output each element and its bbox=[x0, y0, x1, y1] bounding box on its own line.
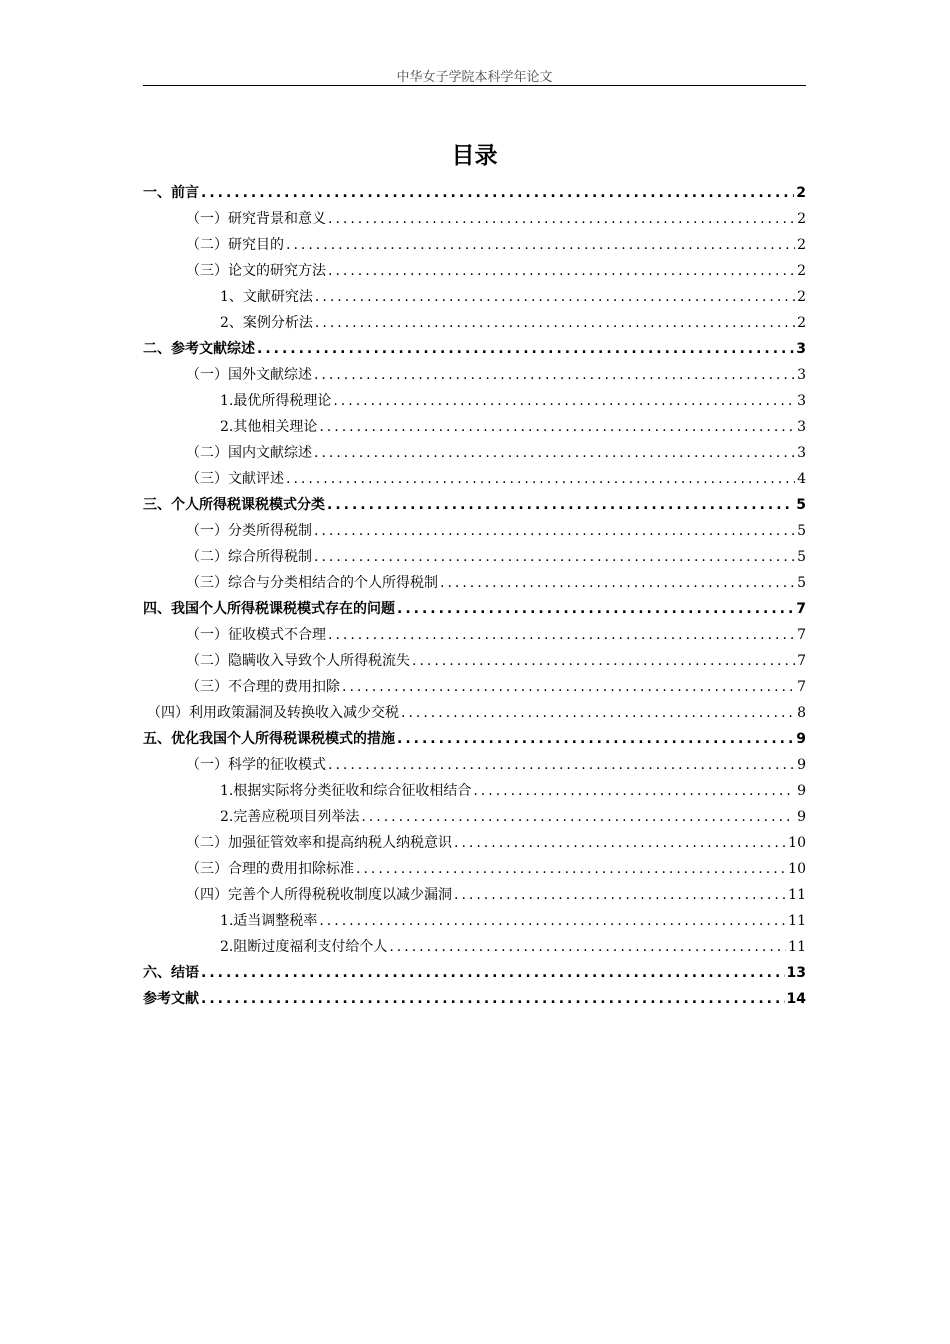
toc-entry-page-number: 3 bbox=[797, 393, 806, 409]
toc-entry[interactable] bbox=[143, 882, 806, 908]
toc-entry[interactable] bbox=[143, 310, 806, 336]
toc-entry-label: （三）综合与分类相结合的个人所得税制 bbox=[186, 575, 438, 591]
toc-entry-page-number: 3 bbox=[797, 445, 806, 461]
toc-entry-label: （二）研究目的 bbox=[186, 237, 284, 253]
toc-entry-page-number: 2 bbox=[796, 185, 806, 201]
toc-entry-label: （二）国内文献综述 bbox=[186, 445, 312, 461]
toc-entry-label: 六、结语 bbox=[143, 965, 199, 981]
toc-entry[interactable] bbox=[143, 232, 806, 258]
toc-dot-leader bbox=[440, 570, 795, 596]
toc-entry-label: 1.根据实际将分类征收和综合征收相结合 bbox=[220, 783, 472, 799]
toc-entry-page-number: 9 bbox=[797, 809, 806, 825]
toc-entry-label: 二、参考文献综述 bbox=[143, 341, 255, 357]
toc-entry[interactable] bbox=[143, 206, 806, 232]
toc-entry[interactable] bbox=[143, 674, 806, 700]
toc-entry-page-number: 7 bbox=[796, 601, 806, 617]
toc-entry-label: （二）加强征管效率和提高纳税人纳税意识 bbox=[186, 835, 452, 851]
toc-entry[interactable] bbox=[143, 388, 806, 414]
toc-entry-page-number: 7 bbox=[797, 679, 806, 695]
toc-entry-page-number: 11 bbox=[788, 887, 806, 903]
toc-entry-page-number: 5 bbox=[796, 497, 806, 513]
toc-entry-label: （二）综合所得税制 bbox=[186, 549, 312, 565]
toc-entry[interactable] bbox=[143, 544, 806, 570]
toc-entry[interactable] bbox=[143, 336, 806, 362]
toc-dot-leader bbox=[328, 258, 795, 284]
toc-entry[interactable] bbox=[143, 414, 806, 440]
toc-entry-label: （三）论文的研究方法 bbox=[186, 263, 326, 279]
toc-entry-page-number: 9 bbox=[797, 757, 806, 773]
toc-dot-leader bbox=[342, 674, 795, 700]
toc-dot-leader bbox=[454, 882, 786, 908]
toc-entry-label: 2、案例分析法 bbox=[220, 315, 313, 331]
toc-entry-label: 四、我国个人所得税课税模式存在的问题 bbox=[143, 601, 395, 617]
toc-entry-page-number: 13 bbox=[786, 965, 806, 981]
toc-dot-leader bbox=[473, 778, 795, 804]
toc-entry[interactable] bbox=[143, 362, 806, 388]
toc-dot-leader bbox=[319, 414, 795, 440]
toc-dot-leader bbox=[257, 336, 794, 362]
toc-dot-leader bbox=[328, 206, 795, 232]
toc-entry[interactable] bbox=[143, 778, 806, 804]
header-divider bbox=[143, 85, 806, 86]
toc-dot-leader bbox=[201, 986, 785, 1012]
toc-entry-label: （一）科学的征收模式 bbox=[186, 757, 326, 773]
toc-entry[interactable] bbox=[143, 830, 806, 856]
toc-dot-leader bbox=[201, 960, 785, 986]
toc-entry-label: 2.阻断过度福利支付给个人 bbox=[220, 939, 388, 955]
toc-entry-page-number: 2 bbox=[797, 315, 806, 331]
toc-dot-leader bbox=[397, 726, 794, 752]
toc-entry[interactable] bbox=[143, 804, 806, 830]
toc-dot-leader bbox=[361, 804, 795, 830]
toc-entry-label: 2.完善应税项目列举法 bbox=[220, 809, 360, 825]
toc-entry-label: （三）合理的费用扣除标准 bbox=[186, 861, 354, 877]
toc-entry-page-number: 2 bbox=[797, 263, 806, 279]
running-header: 中华女子学院本科学年论文 bbox=[396, 70, 553, 85]
toc-dot-leader bbox=[286, 466, 795, 492]
toc-entry[interactable] bbox=[143, 596, 806, 622]
toc-dot-leader bbox=[314, 518, 795, 544]
toc-dot-leader bbox=[401, 700, 795, 726]
toc-entry-page-number: 10 bbox=[788, 861, 806, 877]
toc-entry[interactable] bbox=[143, 726, 806, 752]
toc-dot-leader bbox=[315, 310, 795, 336]
toc-entry-label: （一）研究背景和意义 bbox=[186, 211, 326, 227]
toc-dot-leader bbox=[327, 492, 794, 518]
toc-entry[interactable] bbox=[143, 180, 806, 206]
toc-entry-page-number: 14 bbox=[786, 991, 806, 1007]
toc-entry-page-number: 8 bbox=[797, 705, 806, 721]
toc-dot-leader bbox=[397, 596, 794, 622]
toc-entry-label: （二）隐瞒收入导致个人所得税流失 bbox=[186, 653, 410, 669]
toc-dot-leader bbox=[201, 180, 794, 206]
toc-dot-leader bbox=[389, 934, 786, 960]
toc-entry-page-number: 2 bbox=[797, 289, 806, 305]
toc-entry-label: 一、前言 bbox=[143, 185, 199, 201]
toc-entry[interactable] bbox=[143, 986, 806, 1012]
toc-entry-page-number: 3 bbox=[797, 367, 806, 383]
toc-entry-label: 三、个人所得税课税模式分类 bbox=[143, 497, 325, 513]
toc-entry-page-number: 9 bbox=[796, 731, 806, 747]
toc-entry-page-number: 7 bbox=[797, 653, 806, 669]
toc-entry[interactable] bbox=[143, 752, 806, 778]
toc-entry[interactable] bbox=[143, 856, 806, 882]
toc-entry-label: 1、文献研究法 bbox=[220, 289, 313, 305]
toc-entry[interactable] bbox=[143, 960, 806, 986]
toc-dot-leader bbox=[356, 856, 786, 882]
toc-entry-label: （三）不合理的费用扣除 bbox=[186, 679, 340, 695]
toc-entry[interactable] bbox=[143, 622, 806, 648]
table-of-contents bbox=[143, 180, 806, 1012]
toc-entry-page-number: 3 bbox=[796, 341, 806, 357]
toc-entry-page-number: 2 bbox=[797, 237, 806, 253]
toc-title: 目录 bbox=[451, 143, 498, 169]
toc-entry[interactable] bbox=[143, 284, 806, 310]
toc-entry-page-number: 4 bbox=[797, 471, 806, 487]
toc-dot-leader bbox=[286, 232, 795, 258]
toc-entry[interactable] bbox=[143, 258, 806, 284]
toc-entry[interactable] bbox=[143, 518, 806, 544]
toc-entry-label: 1.适当调整税率 bbox=[220, 913, 318, 929]
toc-entry-label: 参考文献 bbox=[143, 991, 199, 1007]
toc-entry[interactable] bbox=[143, 440, 806, 466]
toc-entry-page-number: 5 bbox=[797, 575, 806, 591]
toc-entry[interactable] bbox=[143, 492, 806, 518]
toc-entry[interactable] bbox=[143, 648, 806, 674]
toc-dot-leader bbox=[315, 284, 795, 310]
toc-entry-page-number: 5 bbox=[797, 523, 806, 539]
toc-entry[interactable] bbox=[143, 466, 806, 492]
toc-dot-leader bbox=[328, 752, 795, 778]
toc-entry-page-number: 10 bbox=[788, 835, 806, 851]
toc-entry-label: （三）文献评述 bbox=[186, 471, 284, 487]
toc-entry[interactable] bbox=[143, 934, 806, 960]
toc-entry-page-number: 5 bbox=[797, 549, 806, 565]
toc-dot-leader bbox=[314, 544, 795, 570]
toc-entry-label: （一）分类所得税制 bbox=[186, 523, 312, 539]
toc-dot-leader bbox=[454, 830, 786, 856]
toc-dot-leader bbox=[412, 648, 795, 674]
toc-entry-page-number: 11 bbox=[788, 913, 806, 929]
toc-dot-leader bbox=[319, 908, 786, 934]
toc-entry-label: 五、优化我国个人所得税课税模式的措施 bbox=[143, 731, 395, 747]
toc-entry[interactable] bbox=[143, 700, 806, 726]
toc-dot-leader bbox=[333, 388, 795, 414]
toc-entry-page-number: 2 bbox=[797, 211, 806, 227]
toc-entry-label: 2.其他相关理论 bbox=[220, 419, 318, 435]
toc-dot-leader bbox=[314, 440, 795, 466]
toc-entry[interactable] bbox=[143, 908, 806, 934]
toc-dot-leader bbox=[314, 362, 795, 388]
toc-entry[interactable] bbox=[143, 570, 806, 596]
toc-dot-leader bbox=[328, 622, 795, 648]
toc-entry-label: （四）利用政策漏洞及转换收入减少交税 bbox=[147, 705, 399, 721]
toc-entry-page-number: 7 bbox=[797, 627, 806, 643]
toc-entry-page-number: 11 bbox=[788, 939, 806, 955]
toc-entry-label: （四）完善个人所得税税收制度以减少漏洞 bbox=[186, 887, 452, 903]
toc-entry-page-number: 3 bbox=[797, 419, 806, 435]
toc-entry-page-number: 9 bbox=[797, 783, 806, 799]
toc-entry-label: （一）国外文献综述 bbox=[186, 367, 312, 383]
toc-entry-label: （一）征收模式不合理 bbox=[186, 627, 326, 643]
toc-entry-label: 1.最优所得税理论 bbox=[220, 393, 332, 409]
